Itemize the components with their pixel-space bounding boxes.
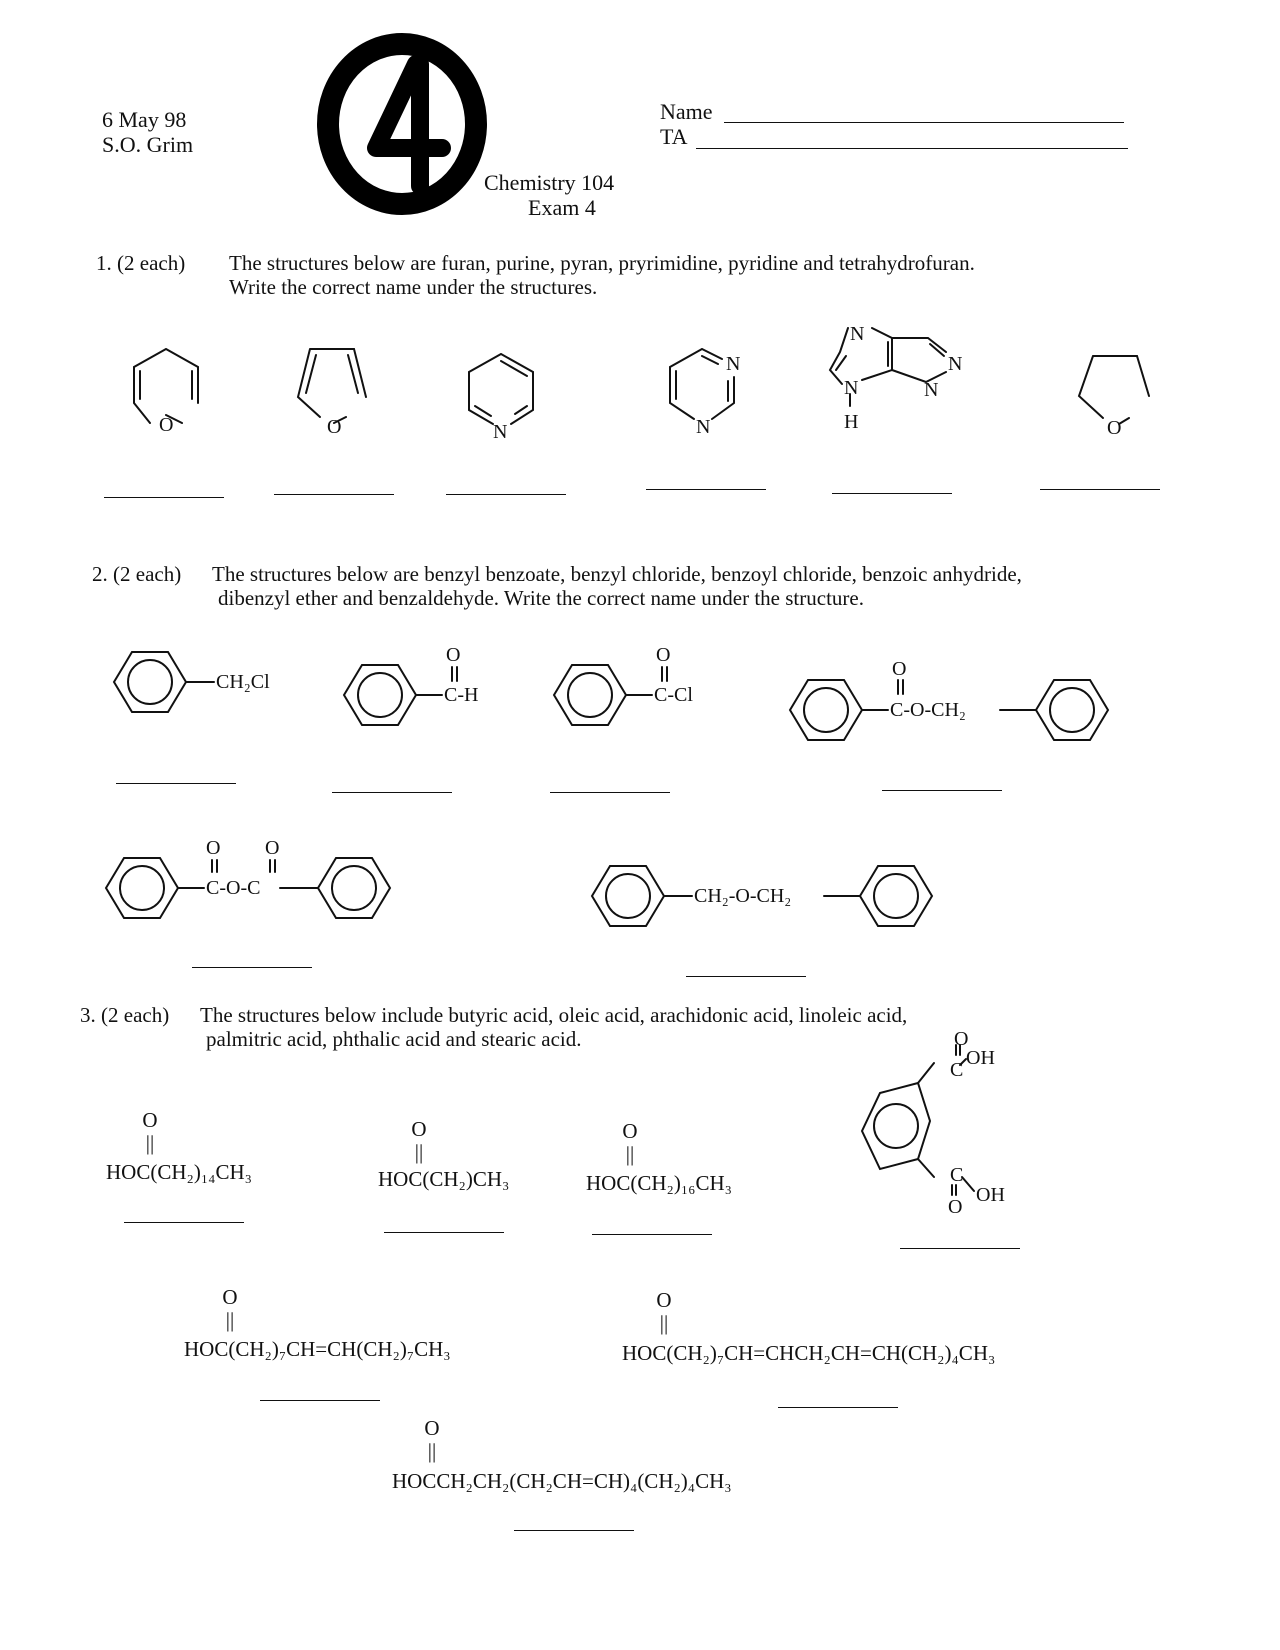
carbonyl-o: O <box>411 1117 427 1141</box>
benzoyl-chloride-structure <box>552 645 712 735</box>
carbonyl-double-bond: || <box>225 1308 235 1332</box>
carbonyl-double-bond: || <box>427 1439 437 1463</box>
instructor-name: S.O. Grim <box>102 132 194 157</box>
name-label: Name <box>660 99 713 124</box>
ccl-label: C-Cl <box>654 684 693 706</box>
atom-n: N <box>493 421 508 443</box>
pyrimidine-structure <box>666 345 756 438</box>
phthalic-acid-structure <box>858 1028 1058 1218</box>
furan-structure <box>290 345 380 438</box>
atom-o: O <box>265 837 280 859</box>
carbonyl-double-bond: || <box>659 1311 669 1335</box>
pyridine-structure <box>465 350 545 443</box>
q3-instruction-line1: The structures below include butyric acid, oleic acid, arachidonic acid, linoleic acid, <box>200 1003 908 1027</box>
answer-blank-2-3[interactable] <box>550 792 670 793</box>
exam-title: Exam 4 <box>528 195 596 220</box>
ether-label: CH₂-O-CH₂ <box>694 885 792 907</box>
coc-label: C-O-C <box>206 877 261 899</box>
answer-blank-1-3[interactable] <box>446 494 566 495</box>
answer-blank-1-5[interactable] <box>832 493 952 494</box>
atom-o: O <box>206 837 221 859</box>
q2-number: 2. (2 each) <box>92 562 182 586</box>
q3-number: 3. (2 each) <box>80 1003 170 1027</box>
benzyl-chloride-structure <box>112 648 312 728</box>
atom-n: N <box>844 377 859 399</box>
answer-blank-2-4[interactable] <box>882 790 1002 791</box>
ch-label: C-H <box>444 684 479 706</box>
answer-blank-3-4[interactable] <box>900 1248 1020 1249</box>
ta-blank[interactable] <box>696 148 1128 149</box>
answer-blank-1-4[interactable] <box>646 489 766 490</box>
answer-blank-1-6[interactable] <box>1040 489 1160 490</box>
answer-blank-2-2[interactable] <box>332 792 452 793</box>
q1-instruction-line1: The structures below are furan, purine, pyran, pryrimidine, pyridine and tetrahydrofuran. <box>229 251 975 275</box>
atom-o: O <box>327 416 342 438</box>
atom-o: O <box>446 644 461 666</box>
answer-blank-3-3[interactable] <box>592 1234 712 1235</box>
q2-instruction-line1: The structures below are benzyl benzoate, benzyl chloride, benzoyl chloride, benzoic anhydride, <box>212 562 1022 586</box>
atom-n: N <box>924 379 939 401</box>
q2-instruction-line2: dibenzyl ether and benzaldehyde. Write the correct name under the structure. <box>218 586 864 610</box>
benzyl-benzoate-structure <box>788 660 1128 750</box>
stearic-acid-formula: HOC(CH₂)₁₆CH₃ <box>586 1171 732 1195</box>
exam-date: 6 May 98 <box>102 107 187 132</box>
q3-instruction-line2: palmitric acid, phthalic acid and stearic acid. <box>206 1027 582 1051</box>
butyric-acid-formula: HOC(CH₂)CH₃ <box>378 1167 510 1191</box>
carbonyl-o: O <box>424 1416 440 1440</box>
oleic-acid-formula: HOC(CH₂)₇CH=CH(CH₂)₇CH₃ <box>184 1337 451 1361</box>
oh-label: OH <box>966 1047 995 1069</box>
atom-c: C <box>950 1059 964 1081</box>
answer-blank-1-1[interactable] <box>104 497 224 498</box>
carbonyl-double-bond: || <box>414 1140 424 1164</box>
answer-blank-3-1[interactable] <box>124 1222 244 1223</box>
exam-number-logo <box>320 36 490 216</box>
answer-blank-2-6[interactable] <box>686 976 806 977</box>
answer-blank-1-2[interactable] <box>274 494 394 495</box>
atom-h: H <box>844 411 859 433</box>
answer-blank-2-1[interactable] <box>116 783 236 784</box>
carbonyl-o: O <box>622 1119 638 1143</box>
benzaldehyde-structure <box>342 645 502 735</box>
q1-instruction-line2: Write the correct name under the structures. <box>229 275 598 299</box>
atom-o: O <box>159 414 174 436</box>
answer-blank-3-6[interactable] <box>778 1407 898 1408</box>
answer-blank-3-7[interactable] <box>514 1530 634 1531</box>
atom-c: C <box>950 1164 964 1186</box>
ta-label: TA <box>660 124 688 149</box>
atom-n: N <box>948 353 963 375</box>
oh-label: OH <box>976 1184 1005 1206</box>
dibenzyl-ether-structure <box>590 862 950 942</box>
atom-n: N <box>696 416 711 438</box>
carbonyl-o: O <box>142 1108 158 1132</box>
course-title: Chemistry 104 <box>484 170 615 195</box>
pyran-structure <box>130 345 210 435</box>
atom-n: N <box>726 353 741 375</box>
carbonyl-double-bond: || <box>145 1131 155 1155</box>
benzoic-anhydride-structure <box>104 838 404 928</box>
carbonyl-o: O <box>656 1288 672 1312</box>
coch2-label: C-O-CH₂ <box>890 699 966 721</box>
atom-o: O <box>948 1196 963 1218</box>
atom-o: O <box>954 1028 969 1050</box>
linoleic-acid-formula: HOC(CH₂)₇CH=CHCH₂CH=CH(CH₂)₄CH₃ <box>622 1341 996 1365</box>
atom-o: O <box>1107 417 1122 439</box>
atom-n: N <box>850 323 865 345</box>
tetrahydrofuran-structure <box>1073 352 1163 442</box>
name-blank[interactable] <box>724 122 1124 123</box>
answer-blank-3-5[interactable] <box>260 1400 380 1401</box>
answer-blank-2-5[interactable] <box>192 967 312 968</box>
carbonyl-o: O <box>222 1285 238 1309</box>
ch2cl-label: CH₂Cl <box>216 671 270 693</box>
arachidonic-acid-formula: HOCCH₂CH₂(CH₂CH=CH)₄(CH₂)₄CH₃ <box>392 1469 732 1493</box>
q1-number: 1. (2 each) <box>96 251 186 275</box>
atom-o: O <box>656 644 671 666</box>
palmitic-acid-formula: HOC(CH₂)₁₄CH₃ <box>106 1160 252 1184</box>
carbonyl-double-bond: || <box>625 1142 635 1166</box>
atom-o: O <box>892 658 907 680</box>
answer-blank-3-2[interactable] <box>384 1232 504 1233</box>
purine-structure <box>826 322 986 442</box>
